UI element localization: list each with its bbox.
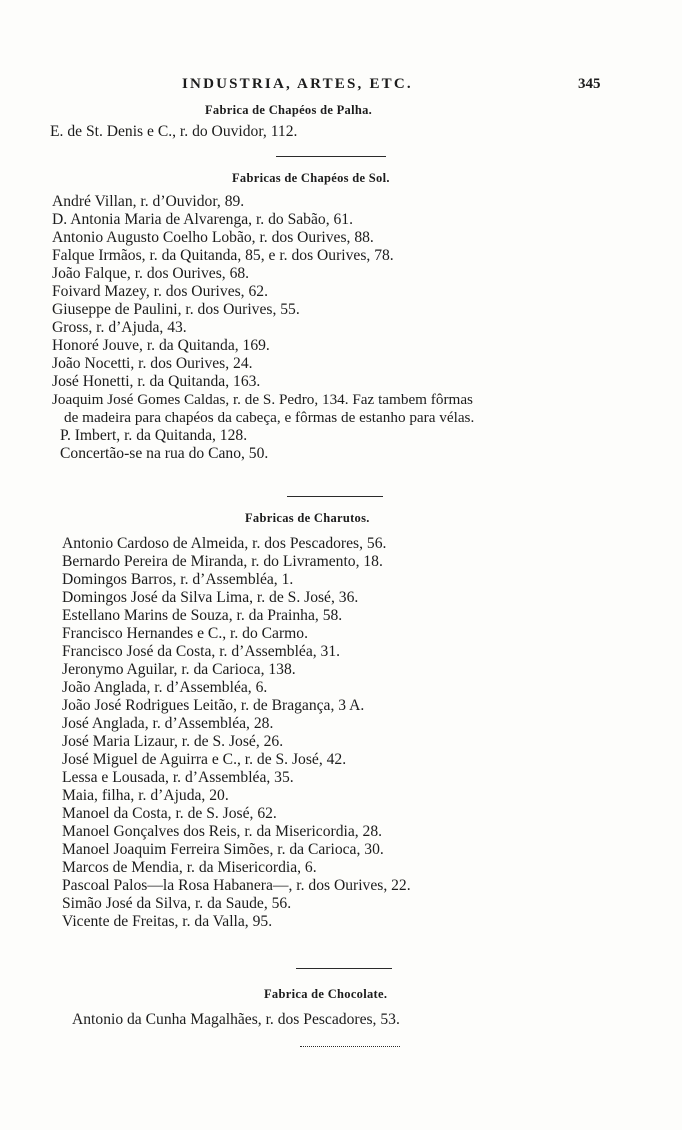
list-item: Marcos de Mendia, r. da Misericordia, 6. bbox=[62, 859, 317, 876]
list-item: Estellano Marins de Souza, r. da Prainha, 58. bbox=[62, 607, 343, 624]
list-item: P. Imbert, r. da Quitanda, 128. bbox=[60, 427, 248, 444]
list-item: Antonio Augusto Coelho Lobão, r. dos Ourives, 88. bbox=[52, 229, 374, 246]
list-item: Francisco Hernandes e C., r. do Carmo. bbox=[62, 625, 308, 642]
list-item: E. de St. Denis e C., r. do Ouvidor, 112. bbox=[50, 123, 298, 140]
list-item: Gross, r. d’Ajuda, 43. bbox=[52, 319, 187, 336]
list-item: Simão José da Silva, r. da Saude, 56. bbox=[62, 895, 292, 912]
list-item: José Maria Lizaur, r. de S. José, 26. bbox=[62, 733, 284, 750]
list-item: Lessa e Lousada, r. d’Assembléa, 35. bbox=[62, 769, 294, 786]
list-item: José Honetti, r. da Quitanda, 163. bbox=[52, 373, 261, 390]
section-divider bbox=[276, 156, 386, 157]
list-item: André Villan, r. d’Ouvidor, 89. bbox=[52, 193, 245, 210]
page-number: 345 bbox=[578, 76, 601, 92]
list-item: Concertão-se na rua do Cano, 50. bbox=[60, 445, 269, 462]
list-item: João Falque, r. dos Ourives, 68. bbox=[52, 265, 250, 282]
section-divider bbox=[300, 1046, 400, 1047]
list-item: João Nocetti, r. dos Ourives, 24. bbox=[52, 355, 253, 372]
running-title: INDUSTRIA, ARTES, ETC. bbox=[182, 76, 413, 92]
list-item: Foivard Mazey, r. dos Ourives, 62. bbox=[52, 283, 268, 300]
section-title-palha: Fabrica de Chapéos de Palha. bbox=[205, 103, 373, 117]
list-item: Antonio Cardoso de Almeida, r. dos Pescadores, 56. bbox=[62, 535, 387, 552]
list-item: Domingos José da Silva Lima, r. de S. José, 36. bbox=[62, 589, 359, 606]
list-item: Joaquim José Gomes Caldas, r. de S. Pedro, 134. Faz tambem fôrmas bbox=[52, 391, 473, 408]
list-item: Francisco José da Costa, r. d’Assembléa, 31. bbox=[62, 643, 341, 660]
list-item: Bernardo Pereira de Miranda, r. do Livramento, 18. bbox=[62, 553, 383, 570]
list-item: Maia, filha, r. d’Ajuda, 20. bbox=[62, 787, 229, 804]
section-title-sol: Fabricas de Chapéos de Sol. bbox=[232, 171, 390, 185]
section-title-chocolate: Fabrica de Chocolate. bbox=[264, 987, 388, 1001]
list-item: Giuseppe de Paulini, r. dos Ourives, 55. bbox=[52, 301, 300, 318]
list-item: D. Antonia Maria de Alvarenga, r. do Sabão, 61. bbox=[52, 211, 353, 228]
list-item: José Miguel de Aguirra e C., r. de S. José, 42. bbox=[62, 751, 347, 768]
list-item: Manoel Gonçalves dos Reis, r. da Misericordia, 28. bbox=[62, 823, 383, 840]
list-item: Domingos Barros, r. d’Assembléa, 1. bbox=[62, 571, 294, 588]
list-item: Vicente de Freitas, r. da Valla, 95. bbox=[62, 913, 273, 930]
section-divider bbox=[296, 968, 392, 969]
list-item: Pascoal Palos—la Rosa Habanera—, r. dos Ourives, 22. bbox=[62, 877, 411, 894]
list-item: Manoel Joaquim Ferreira Simões, r. da Carioca, 30. bbox=[62, 841, 384, 858]
running-head bbox=[0, 76, 682, 98]
list-item: Antonio da Cunha Magalhães, r. dos Pescadores, 53. bbox=[72, 1011, 400, 1028]
list-item-continuation: de madeira para chapéos da cabeça, e fôrmas de estanho para vélas. bbox=[64, 409, 475, 426]
list-item: José Anglada, r. d’Assembléa, 28. bbox=[62, 715, 274, 732]
list-item: Manoel da Costa, r. de S. José, 62. bbox=[62, 805, 277, 822]
list-item: Falque Irmãos, r. da Quitanda, 85, e r. dos Ourives, 78. bbox=[52, 247, 394, 264]
section-divider bbox=[287, 496, 383, 497]
list-item: João Anglada, r. d’Assembléa, 6. bbox=[62, 679, 268, 696]
list-item: João José Rodrigues Leitão, r. de Bragança, 3 A. bbox=[62, 697, 365, 714]
list-item: Jeronymo Aguilar, r. da Carioca, 138. bbox=[62, 661, 296, 678]
list-item: Honoré Jouve, r. da Quitanda, 169. bbox=[52, 337, 270, 354]
section-title-charutos: Fabricas de Charutos. bbox=[245, 511, 370, 525]
